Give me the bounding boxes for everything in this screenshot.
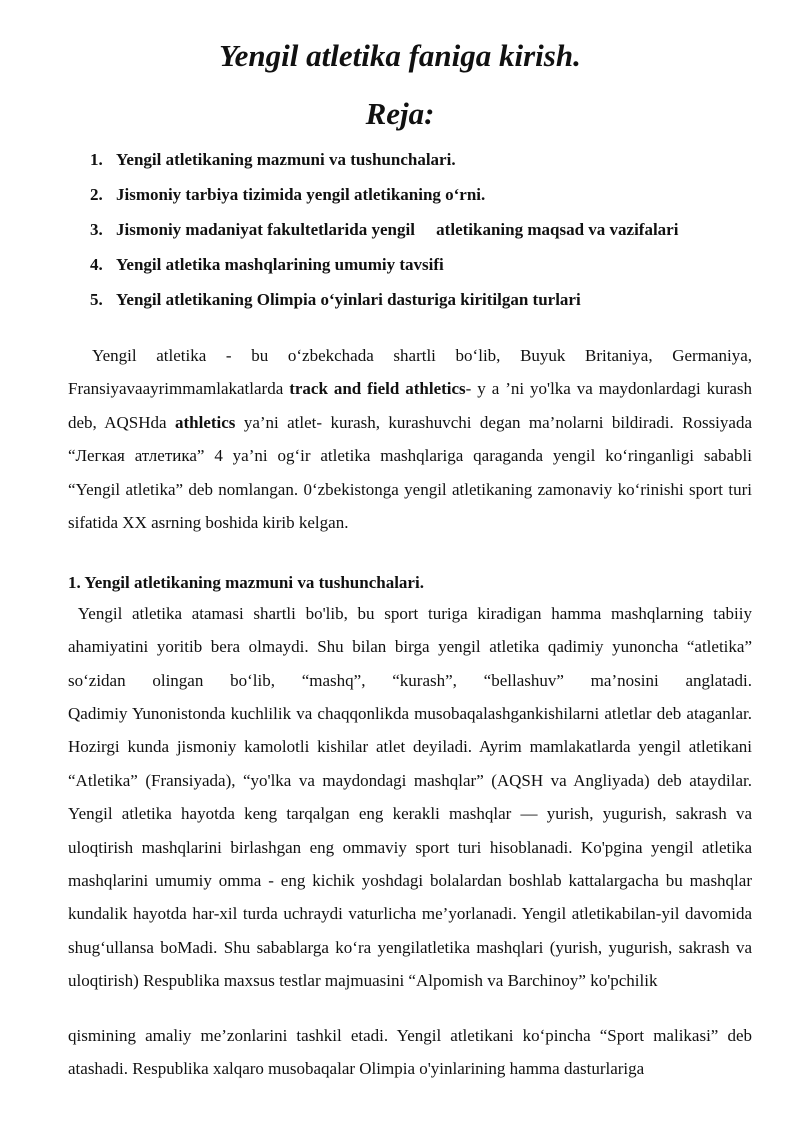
plan-item: 1. Yengil atletikaning mazmuni va tushunchalari. [90,150,456,169]
section-paragraph: Yengil atletika atamasi shartli bo'lib, bu sport turiga kiradigan hamma mashqlarning tabiiy ahamiyatini yoritib bera olmaydi. Shu bilan birga yengil atletika qadimiy yunoncha “atletika” so‘zidan olingan bo‘lib, “mashq”, “kurash”, “bellashuv” ma’nosini anglatadi. [68,604,757,690]
document-title: Yengil atletika faniga kirish. [219,38,581,73]
plan-item: 3. Jismoniy madaniyat fakultetlarida yengil atletikaning maqsad va vazifalari [90,220,679,239]
plan-list [90,149,678,324]
intro-paragraph: Yengil atletika - bu o‘zbekchada shartli bo‘lib, Buyuk Britaniya, Germaniya, Fransiyavaayrimmamlakatlarda track and field athletics- y a ’ni yo'lka va maydonlardagi kurash deb, AQSHda athletics ya’ni atlet- kurash, kurashuvchi degan ma’nolarni bildiradi. Rossiyada “Легкая атлетика” 4 ya’ni og‘ir atletika mashqlariga qaraganda yengil ko‘ringanligi sababli “Yengil atletika” deb nomlangan. 0‘zbekistonga yengil atletikaning zamonaviy ko‘rinishi sport turi sifatida XX asrning boshida kirib kelgan. [68,346,753,533]
plan-item: 2. Jismoniy tarbiya tizimida yengil atletikaning o‘rni. [90,185,486,204]
plan-item: 4. Yengil atletika mashqlarining umumiy tavsifi [90,255,444,274]
section-paragraph: qismining amaliy me’zonlarini tashkil etadi. Yengil atletikani ko‘pincha “Sport malikasi” deb atashadi. Respublika xalqaro musobaqalar Olimpia o'yinlarining hamma dasturlariga [68,1026,752,1079]
plan-item: 5. Yengil atletikaning Olimpia o‘yinlari dasturiga kiritilgan turlari [90,290,581,309]
plan-heading: Reja: [365,96,435,131]
section-heading: 1. Yengil atletikaning mazmuni va tushunchalari. [68,573,424,592]
section-paragraph: Qadimiy Yunonistonda kuchlilik va chaqqonlikda musobaqalashgankishilarni atletlar deb ataganlar. Hozirgi kunda jismoniy kamolotli kishilar atlet deyiladi. Ayrim mamlakatlarda yengil atletikani “Atletika” (Fransiyada), “yo'lka va maydondagi mashqlar” (AQSH va Angliyada) deb ataydilar. Yengil atletika hayotda keng tarqalgan eng kerakli mashqlar — yurish, yugurish, sakrash va uloqtirish mashqlarini birlashgan eng ommaviy sport turi hisoblanadi. Ko'pgina yengil atletika mashqlarini umumiy omma - eng kichik yoshdagi bolalardan boshlab kattalargacha bu mashqlar kundalik hayotda har-xil turda uchraydi vaturlicha me’yorlanadi. Yengil atletikabilan-yil davomida shug‘ullansa boMadi. Shu sabablarga ko‘ra yengilatletika mashqlari (yurish, yugurish, sakrash va uloqtirish) Respublika maxsus testlar majmuasini “Alpomish va Barchinoy” ko'pchilik [68,704,752,991]
